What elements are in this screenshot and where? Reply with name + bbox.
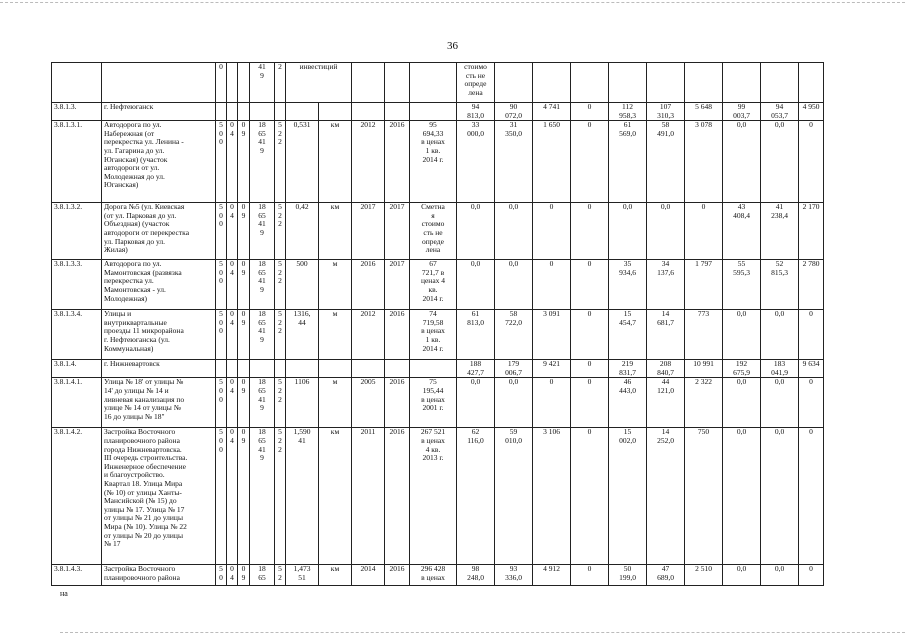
table-cell: 0 [571, 360, 609, 378]
table-cell: 2 [275, 63, 286, 103]
table-cell: 0 [571, 378, 609, 428]
table-cell: 0 [799, 310, 824, 360]
table-cell [352, 103, 385, 121]
table-cell: 9 421 [533, 360, 571, 378]
table-cell: 2016 [352, 260, 385, 310]
table-cell: 0,0 [761, 378, 799, 428]
table-cell [410, 103, 457, 121]
table-cell: 0,0 [723, 565, 761, 586]
table-cell [227, 63, 238, 103]
table-cell: 43 408,4 [723, 203, 761, 260]
table-cell: 112 958,3 [609, 103, 647, 121]
table-cell: 61 813,0 [457, 310, 495, 360]
table-cell: 3 078 [685, 121, 723, 203]
table-cell: 2012 [352, 310, 385, 360]
table-row [52, 378, 824, 428]
table-cell: 62 116,0 [457, 428, 495, 565]
table-cell: 18 65 [250, 565, 275, 586]
table-cell: 2014 [352, 565, 385, 586]
table-cell: 1106 [286, 378, 319, 428]
table-cell: Сметна я стоимо сть не опреде лена [410, 203, 457, 260]
table-cell: 46 443,0 [609, 378, 647, 428]
table-cell: 0,0 [647, 203, 685, 260]
table-cell: 500 [286, 260, 319, 310]
table-cell: 267 521 в ценах 4 кв. 2013 г. [410, 428, 457, 565]
table-cell: 2 170 [799, 203, 824, 260]
table-cell: 2 510 [685, 565, 723, 586]
table-cell [723, 63, 761, 103]
table-cell: 94 053,7 [761, 103, 799, 121]
table-cell: 2016 [385, 378, 410, 428]
table-cell: 58 722,0 [495, 310, 533, 360]
table-cell: 33 000,0 [457, 121, 495, 203]
table-cell: 98 248,0 [457, 565, 495, 586]
table-cell: 0,0 [723, 428, 761, 565]
table-cell [495, 63, 533, 103]
table-cell: 773 [685, 310, 723, 360]
table-cell: 5 0 0 [216, 121, 227, 203]
table-cell: 5 2 [275, 565, 286, 586]
row-code-cell: 3.8.1.3.1. [52, 121, 102, 203]
table-cell: м [319, 260, 352, 310]
table-row [52, 565, 824, 586]
page-number: 36 [447, 40, 458, 52]
table-cell: м [319, 378, 352, 428]
table-cell: 0 4 [227, 260, 238, 310]
table-cell: 0 9 [238, 428, 250, 565]
table-cell: 2 322 [685, 378, 723, 428]
table-cell: 0 4 [227, 565, 238, 586]
row-title-cell: Улицы и внутриквартальные проезды 11 микрорайона г. Нефтеюганска (ул. Коммунальная) [102, 310, 216, 360]
table-cell: 0 [216, 63, 227, 103]
table-cell: 18 65 41 9 [250, 203, 275, 260]
table-cell: 0 [799, 565, 824, 586]
table-cell: 192 675,9 [723, 360, 761, 378]
scan-edge-bottom [60, 632, 905, 633]
table-cell: 2016 [385, 310, 410, 360]
table-cell: 5 2 2 [275, 428, 286, 565]
table-cell: 5 0 0 [216, 378, 227, 428]
table-cell: 75 195,44 в ценах 2001 г. [410, 378, 457, 428]
table-cell: 0 [799, 121, 824, 203]
table-cell: 219 831,7 [609, 360, 647, 378]
table-cell: 0 [571, 260, 609, 310]
table-cell: 2016 [385, 565, 410, 586]
table-row [52, 103, 824, 121]
table-row [52, 63, 824, 103]
table-cell: 15 454,7 [609, 310, 647, 360]
row-code-cell: 3.8.1.3.2. [52, 203, 102, 260]
table-cell [609, 63, 647, 103]
budget-table [51, 62, 824, 586]
table-cell: км [319, 565, 352, 586]
table-cell: 0 [799, 428, 824, 565]
table-row [52, 428, 824, 565]
table-cell: 94 813,0 [457, 103, 495, 121]
table-cell: 2005 [352, 378, 385, 428]
row-code-cell: 3.8.1.4. [52, 360, 102, 378]
table-cell: 0,0 [495, 203, 533, 260]
table-cell: 93 336,0 [495, 565, 533, 586]
table-cell: 0 [571, 565, 609, 586]
table-cell: 3 091 [533, 310, 571, 360]
table-cell: 18 65 41 9 [250, 121, 275, 203]
row-title-cell: Автодорога по ул. Мамонтовская (развязка перекрестка ул. Мамонтовская - ул. Молодежная) [102, 260, 216, 310]
table-cell: 0 4 [227, 203, 238, 260]
row-title-cell: г. Нижневартовск [102, 360, 216, 378]
table-cell [352, 63, 385, 103]
table-cell: 2017 [352, 203, 385, 260]
table-cell: 0,0 [457, 260, 495, 310]
table-cell: 0,0 [761, 121, 799, 203]
table-cell: 208 840,7 [647, 360, 685, 378]
table-cell: 18 65 41 9 [250, 428, 275, 565]
table-cell: 0 [571, 428, 609, 565]
table-cell: 1,590 41 [286, 428, 319, 565]
table-cell: 41 238,4 [761, 203, 799, 260]
table-cell [319, 360, 352, 378]
table-cell: 0 [571, 103, 609, 121]
table-row [52, 203, 824, 260]
table-cell: 34 137,6 [647, 260, 685, 310]
table-cell: 55 595,3 [723, 260, 761, 310]
table-cell: 0 [571, 310, 609, 360]
table-cell: 0,0 [495, 378, 533, 428]
table-cell: 0 4 [227, 378, 238, 428]
table-row [52, 310, 824, 360]
table-cell: 0,0 [609, 203, 647, 260]
row-code-cell: 3.8.1.4.2. [52, 428, 102, 565]
table-cell: 2016 [385, 121, 410, 203]
table-cell: 1 650 [533, 121, 571, 203]
table-cell [319, 103, 352, 121]
table-cell: 0,0 [495, 260, 533, 310]
table-cell: 0,0 [723, 310, 761, 360]
table-cell: 74 719,58 в ценах 1 кв. 2014 г. [410, 310, 457, 360]
table-cell: 0,42 [286, 203, 319, 260]
table-cell: 41 9 [250, 63, 275, 103]
table-cell [250, 103, 275, 121]
table-cell: 0 9 [238, 378, 250, 428]
table-cell: 9 634 [799, 360, 824, 378]
table-cell: 0 [533, 378, 571, 428]
table-cell: стоимо сть не опреде лена [457, 63, 495, 103]
table-cell: 0 9 [238, 260, 250, 310]
table-cell: 0,0 [761, 565, 799, 586]
table-cell: 31 350,0 [495, 121, 533, 203]
table-cell [238, 103, 250, 121]
table-cell [352, 360, 385, 378]
table-cell: 0 [571, 121, 609, 203]
table-cell [238, 63, 250, 103]
table-cell: 5 2 2 [275, 260, 286, 310]
table-cell: 5 0 0 [216, 310, 227, 360]
table-cell: 0 [571, 203, 609, 260]
table-cell: 1,473 51 [286, 565, 319, 586]
table-cell [216, 360, 227, 378]
table-cell: 2011 [352, 428, 385, 565]
table-cell: 15 002,0 [609, 428, 647, 565]
table-cell [647, 63, 685, 103]
table-cell: 14 681,7 [647, 310, 685, 360]
row-title-cell: Улица № 18' от улицы № 14' до улицы № 14 и ливневая канализация по улице № 14 от улицы № 16 до улицы № 18" [102, 378, 216, 428]
table-cell [275, 103, 286, 121]
table-cell [385, 360, 410, 378]
table-cell: 90 072,0 [495, 103, 533, 121]
table-cell: 2 780 [799, 260, 824, 310]
table-cell: 5 0 0 [216, 428, 227, 565]
table-cell: 2012 [352, 121, 385, 203]
table-cell: 44 121,0 [647, 378, 685, 428]
table-cell: 4 950 [799, 103, 824, 121]
table-cell: инвестиций [286, 63, 352, 103]
table-cell: 5 2 2 [275, 203, 286, 260]
row-code-cell: 3.8.1.3.3. [52, 260, 102, 310]
table-cell: 0 4 [227, 310, 238, 360]
row-title-cell [102, 63, 216, 103]
table-cell: 5 0 0 [216, 203, 227, 260]
row-code-cell: 3.8.1.4.3. [52, 565, 102, 586]
table-cell: 5 648 [685, 103, 723, 121]
table-cell [410, 63, 457, 103]
table-cell [216, 103, 227, 121]
table-row [52, 360, 824, 378]
table-cell: 5 2 2 [275, 378, 286, 428]
row-code-cell: 3.8.1.3.4. [52, 310, 102, 360]
table-cell: км [319, 121, 352, 203]
table-cell: 1 797 [685, 260, 723, 310]
table-cell: 0,0 [761, 310, 799, 360]
table-cell: 95 694,33 в ценах 1 кв. 2014 г. [410, 121, 457, 203]
table-cell: 2016 [385, 428, 410, 565]
table-cell: 67 721,7 в ценах 4 кв. 2014 г. [410, 260, 457, 310]
table-cell [286, 360, 319, 378]
row-code-cell: 3.8.1.4.1. [52, 378, 102, 428]
row-title-cell: Застройка Восточного планировочного района [102, 565, 216, 586]
table-row [52, 260, 824, 310]
table-cell [250, 360, 275, 378]
row-title-cell: Застройка Восточного планировочного района города Нижневартовска. III очередь строительства. Инженерное обеспечение и благоустройство. Квартал 18. Улица Мира (№ 10) от улицы Ханты- Мансийской (№ 15) до улицы № 17. Улица № 17 от улицы № 21 до улицы Мира (№ 10). Улица № 22 от улицы № 20 до улицы № 17 [102, 428, 216, 565]
table-cell: 52 815,3 [761, 260, 799, 310]
table-cell: 5 0 0 [216, 260, 227, 310]
table-cell: 0,0 [723, 121, 761, 203]
table-cell: 47 689,0 [647, 565, 685, 586]
table-cell: 50 199,0 [609, 565, 647, 586]
table-cell: 2017 [385, 203, 410, 260]
table-cell: 0,0 [761, 428, 799, 565]
table-cell: 0,531 [286, 121, 319, 203]
row-title-cell: г. Нефтеюганск [102, 103, 216, 121]
table-cell: 2017 [385, 260, 410, 310]
table-cell: 0 4 [227, 428, 238, 565]
table-cell [761, 63, 799, 103]
table-row [52, 121, 824, 203]
scan-edge-top [0, 2, 905, 3]
table-cell [286, 103, 319, 121]
table-cell: 0 9 [238, 310, 250, 360]
table-cell: 18 65 41 9 [250, 260, 275, 310]
table-cell [799, 63, 824, 103]
table-cell: 5 2 2 [275, 310, 286, 360]
table-cell: 18 65 41 9 [250, 310, 275, 360]
table-cell [685, 63, 723, 103]
table-cell: 0 [685, 203, 723, 260]
table-cell: 0,0 [723, 378, 761, 428]
table-cell: 0 9 [238, 565, 250, 586]
table-cell [385, 103, 410, 121]
table-cell: 4 741 [533, 103, 571, 121]
table-cell: 61 569,0 [609, 121, 647, 203]
table-cell [571, 63, 609, 103]
table-cell: 5 2 2 [275, 121, 286, 203]
row-title-cell: Автодорога по ул. Набережная (от перекрестка ул. Ленина - ул. Гагарина до ул. Юганская) (участок автодороги от ул. Молодежная до ул. Юганская) [102, 121, 216, 203]
table-cell: 35 934,6 [609, 260, 647, 310]
table-cell: 0 [533, 260, 571, 310]
table-cell: 0,0 [457, 378, 495, 428]
table-cell: 58 491,0 [647, 121, 685, 203]
table-cell [385, 63, 410, 103]
table-cell: 0 9 [238, 203, 250, 260]
table-cell: 0,0 [457, 203, 495, 260]
table-cell: 296 428 в ценах [410, 565, 457, 586]
table-cell: 4 912 [533, 565, 571, 586]
table-cell: 3 106 [533, 428, 571, 565]
row-title-cell: Дорога №5 (ул. Киевская (от ул. Парковая до ул. Объездная) (участок автодороги от перекрестка ул. Парковая до ул. Жилая) [102, 203, 216, 260]
table-cell: 0 [799, 378, 824, 428]
row-code-cell: 3.8.1.3. [52, 103, 102, 121]
table-cell: 1316, 44 [286, 310, 319, 360]
table-cell: 5 0 [216, 565, 227, 586]
table-cell: 750 [685, 428, 723, 565]
table-cell: км [319, 428, 352, 565]
table-cell: 179 006,7 [495, 360, 533, 378]
table-cell [275, 360, 286, 378]
table-cell [410, 360, 457, 378]
table-cell: 99 003,7 [723, 103, 761, 121]
table-cell: м [319, 310, 352, 360]
table-cell [238, 360, 250, 378]
table-cell: 0 4 [227, 121, 238, 203]
table-cell: 10 991 [685, 360, 723, 378]
table-cell: 14 252,0 [647, 428, 685, 565]
table-cell: 18 65 41 9 [250, 378, 275, 428]
footnote: на [60, 589, 68, 598]
table-cell: 107 310,3 [647, 103, 685, 121]
table-cell [227, 103, 238, 121]
table-cell: 188 427,7 [457, 360, 495, 378]
table-cell: 0 [533, 203, 571, 260]
table-cell: 0 9 [238, 121, 250, 203]
table-cell: 59 010,0 [495, 428, 533, 565]
table-cell: км [319, 203, 352, 260]
row-code-cell [52, 63, 102, 103]
table-cell [533, 63, 571, 103]
table-cell [227, 360, 238, 378]
table-cell: 183 041,9 [761, 360, 799, 378]
